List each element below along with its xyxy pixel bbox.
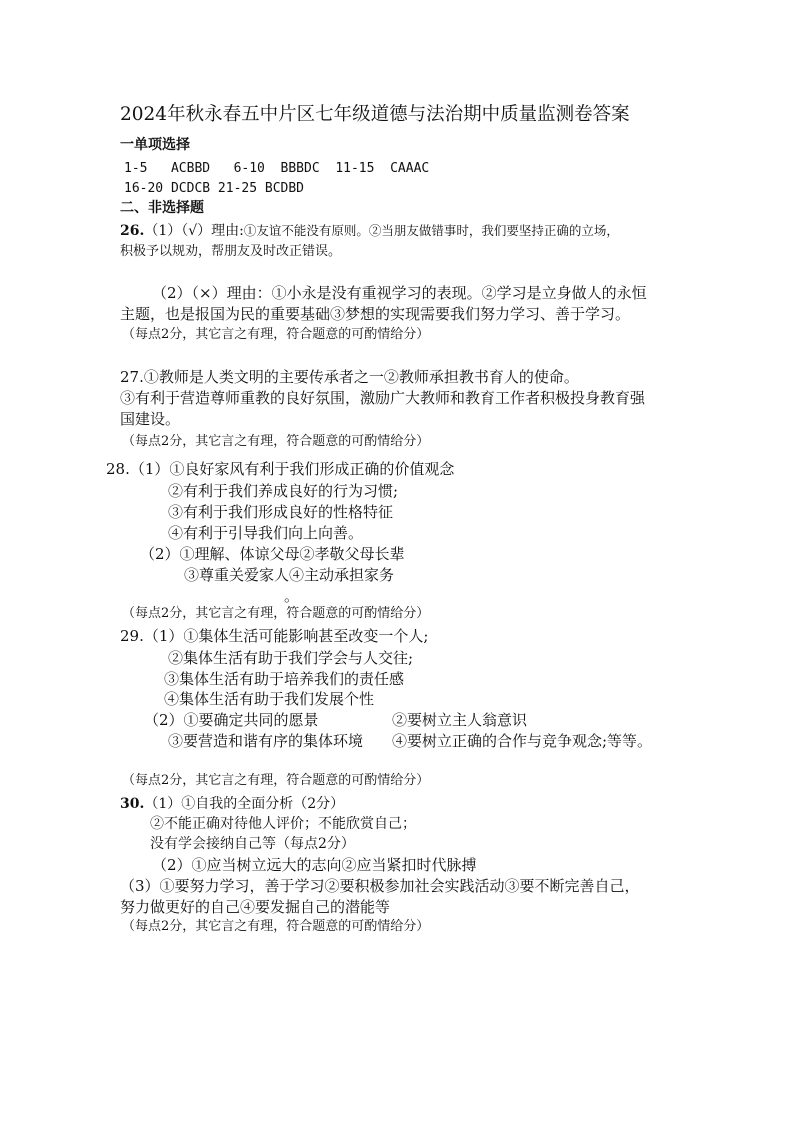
q30-line4: （2）①应当树立远大的志向②应当紧扣时代脉搏 [152, 856, 477, 874]
q28-line5: （2）①理解、体谅父母②孝敬父母长辈 [140, 545, 405, 563]
q30-number: 30. [120, 796, 145, 812]
q28-line4: ④有利于引导我们向上向善。 [168, 524, 364, 542]
q28-line3: ③有利于我们形成良好的性格特征 [168, 503, 394, 521]
q26-number: 26. [120, 223, 145, 239]
q26-part1 [120, 223, 619, 240]
section-1-heading: 一单项选择 [120, 137, 190, 153]
q30-line5: （3）①要努力学习，善于学习②要积极参加社会实践活动③要不断完善自己， [120, 877, 640, 895]
q29-line2: ②集体生活有助于我们学会与人交往; [168, 649, 414, 667]
q29-line3: ③集体生活有助于培养我们的责任感 [164, 670, 405, 688]
q30-line2: ②不能正确对待他人评价；不能欣赏自己； [150, 816, 416, 832]
q30-line1 [120, 796, 344, 813]
q30-line6: 努力做更好的自己④要发掘自己的潜能等 [120, 898, 391, 916]
q27-scoring-note: （每点2分，其它言之有理，符合题意的可酌情给分） [122, 434, 430, 449]
q29-line5b: ②要树立主人翁意识 [392, 711, 528, 729]
q27-line1: 27.①教师是人类文明的主要传承者之一②教师承担教书育人的使命。 [120, 368, 579, 386]
page-title: 2024年秋永春五中片区七年级道德与法治期中质量监测卷答案 [120, 104, 630, 125]
q28-line1: 28.（1）①良好家风有利于我们形成正确的价值观念 [106, 460, 455, 478]
q28-line6: ③尊重关爱家人④主动承担家务 [184, 566, 395, 584]
q26-part1-text: ①友谊不能没有原则。②当朋友做错事时，我们要坚持正确的立场， [243, 223, 619, 238]
q26-scoring-note: （每点2分，其它言之有理，符合题意的可酌情给分） [122, 327, 430, 342]
answers-row-2: 16-20 DCDCB 21-25 BCDBD [124, 181, 305, 196]
q30-line1-text: （1）①自我的全面分析（2分） [144, 796, 345, 812]
q29-line5a: （2）①要确定共同的愿景 [144, 711, 319, 729]
q30-line3: 没有学会接纳自己等（每点2分） [150, 836, 355, 852]
q26-part2-line1: （2）（×）理由：①小永是没有重视学习的表现。②学习是立身做人的永恒 [152, 284, 647, 302]
q27-line2: ③有利于营造尊师重教的良好氛围，激励广大教师和教育工作者积极投身教育强 [120, 389, 646, 407]
q29-line1: 29.（1）①集体生活可能影响甚至改变一个人; [120, 627, 429, 645]
q29-scoring-note: （每点2分，其它言之有理，符合题意的可酌情给分） [122, 773, 430, 788]
q29-line6b: ④要树立正确的合作与竞争观念;等等。 [392, 732, 653, 750]
section-2-heading: 二、非选择题 [120, 200, 204, 216]
q26-part1-prefix: （1）（√）理由: [144, 223, 244, 239]
q29-line4: ④集体生活有助于我们发展个性 [164, 690, 375, 708]
q28-line2: ②有利于我们养成良好的行为习惯; [168, 482, 399, 500]
q27-line3: 国建设。 [120, 410, 181, 428]
q26-part1-line2: 积极予以规劝，帮朋友及时改正错误。 [120, 244, 342, 259]
q28-line7: 。 [284, 587, 300, 605]
answers-row-1: 1-5 ACBBD 6-10 BBBDC 11-15 CAAAC [124, 161, 430, 176]
q28-scoring-note: （每点2分，其它言之有理，符合题意的可酌情给分） [122, 606, 430, 621]
q30-scoring-note: （每点2分，其它言之有理，符合题意的可酌情给分） [122, 919, 430, 934]
q29-line6a: ③要营造和谐有序的集体环境 [168, 732, 364, 750]
q26-part2-line2: 主题，也是报国为民的重要基础③梦想的实现需要我们努力学习、善于学习。 [120, 305, 631, 323]
